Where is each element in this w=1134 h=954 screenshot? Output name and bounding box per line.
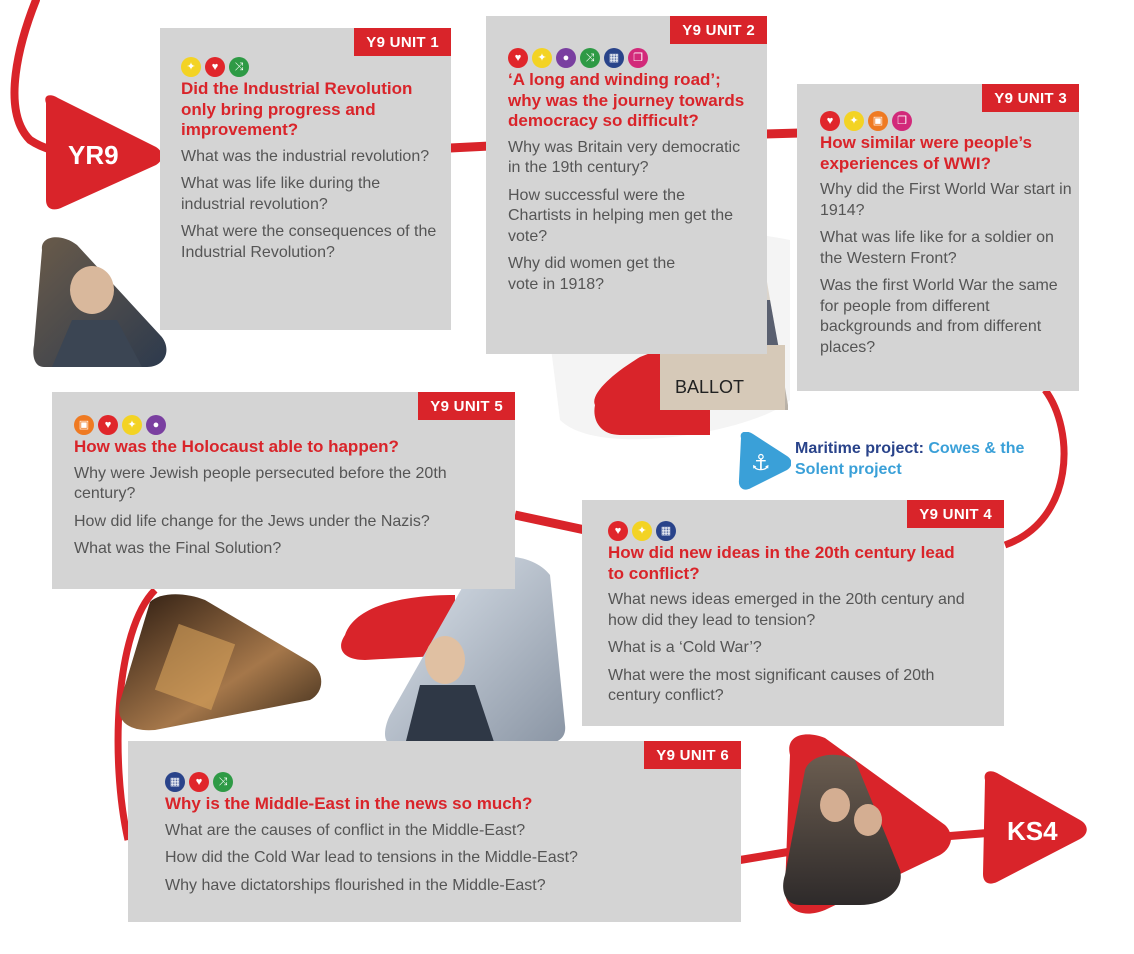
unit-question: Why did women get the vote in 1918? xyxy=(508,255,676,293)
unit-tag: Y9 UNIT 3 xyxy=(982,84,1079,112)
unit-question: What news ideas emerged in the 20th century and how did they lead to tension? xyxy=(608,591,965,629)
unit-tag: Y9 UNIT 1 xyxy=(354,28,451,56)
unit-tag: Y9 UNIT 5 xyxy=(418,392,515,420)
svg-text:⚓: ⚓ xyxy=(751,451,771,476)
lightbulb-icon: ✦ xyxy=(844,111,864,131)
maritime-label xyxy=(795,438,1045,480)
student-photo-1 xyxy=(32,235,172,375)
unit-card-3 xyxy=(797,84,1079,391)
unit-title: How was the Holocaust able to happen? xyxy=(74,437,399,456)
unit-icons xyxy=(820,111,1075,131)
museum-photo xyxy=(115,592,325,732)
lightbulb-icon: ✦ xyxy=(632,521,652,541)
heart-icon: ♥ xyxy=(508,48,528,68)
unit-icons xyxy=(508,48,748,68)
heart-icon: ♥ xyxy=(820,111,840,131)
briefcase-icon: ▣ xyxy=(868,111,888,131)
unit-icons xyxy=(181,57,446,77)
copy-icon: ❐ xyxy=(892,111,912,131)
heart-icon: ♥ xyxy=(608,521,628,541)
speech-icon: ● xyxy=(556,48,576,68)
unit-question: Was the first World War the same for people from different backgrounds and from different places? xyxy=(820,277,1058,356)
unit-question: What was the industrial revolution? xyxy=(181,147,430,165)
heart-icon: ♥ xyxy=(205,57,225,77)
unit-card-6 xyxy=(128,741,741,922)
unit-icons xyxy=(608,521,988,541)
start-arrow xyxy=(38,95,168,215)
unit-question: What was the Final Solution? xyxy=(74,540,282,557)
calendar-icon: ▦ xyxy=(656,521,676,541)
anchor-icon xyxy=(735,432,791,492)
lightbulb-icon: ✦ xyxy=(122,415,142,435)
calendar-icon: ▦ xyxy=(604,48,624,68)
unit-question: How did life change for the Jews under the Nazis? xyxy=(74,512,430,530)
end-label: KS4 xyxy=(1007,816,1058,846)
unit-question: Why were Jewish people persecuted before the 20th century? xyxy=(74,464,447,502)
heart-icon: ♥ xyxy=(98,415,118,435)
unit-question: What were the most significant causes of 20th century conflict? xyxy=(608,666,935,704)
unit-card-5 xyxy=(52,392,515,589)
maritime-label-part2: Cowes & the Solent project xyxy=(795,440,1025,478)
unit-question: Why did the First World War start in 1914? xyxy=(820,181,1072,219)
unit-card-1 xyxy=(160,28,451,330)
maritime-label-part1: Maritime project: xyxy=(795,440,924,457)
unit-question: How successful were the Chartists in helping men get the vote? xyxy=(508,186,734,245)
ballot-box-label: BALLOT xyxy=(675,377,745,397)
unit-title: How did new ideas in the 20th century lead to conflict? xyxy=(608,543,955,583)
unit-question: What is a ‘Cold War’? xyxy=(608,639,762,656)
unit-title: Did the Industrial Revolution only bring progress and improvement? xyxy=(181,79,413,139)
briefcase-icon: ▣ xyxy=(74,415,94,435)
end-arrow xyxy=(975,770,1095,890)
unit-question: What were the consequences of the Industrial Revolution? xyxy=(181,223,437,261)
speech-icon: ● xyxy=(146,415,166,435)
unit-title: Why is the Middle-East in the news so much? xyxy=(165,794,533,813)
lightbulb-icon: ✦ xyxy=(532,48,552,68)
unit-icons xyxy=(74,415,509,435)
unit-card-4 xyxy=(582,500,1004,726)
unit-question: How did the Cold War lead to tensions in the Middle-East? xyxy=(165,849,578,866)
unit-question: Why have dictatorships flourished in the Middle-East? xyxy=(165,876,546,894)
unit-icons xyxy=(165,772,725,792)
shuffle-icon: ⤨ xyxy=(229,57,249,77)
start-label: YR9 xyxy=(68,140,119,170)
lightbulb-icon: ✦ xyxy=(181,57,201,77)
unit-question: What was life like for a soldier on the Western Front? xyxy=(820,229,1054,267)
shuffle-icon: ⤨ xyxy=(580,48,600,68)
unit-tag: Y9 UNIT 2 xyxy=(670,16,767,44)
students-photo xyxy=(780,730,955,915)
heart-icon: ♥ xyxy=(189,772,209,792)
calendar-icon: ▦ xyxy=(165,772,185,792)
unit-question: Why was Britain very democratic in the 19th century? xyxy=(508,138,741,176)
shuffle-icon: ⤨ xyxy=(213,772,233,792)
unit-title: How similar were people’s experiences of WWI? xyxy=(820,133,1032,173)
copy-icon: ❐ xyxy=(628,48,648,68)
unit-title: ‘A long and winding road’; why was the journey towards democracy so difficult? xyxy=(508,70,745,130)
unit-question: What was life like during the industrial revolution? xyxy=(181,175,381,213)
unit-tag: Y9 UNIT 6 xyxy=(644,741,741,769)
unit-question: What are the causes of conflict in the Middle-East? xyxy=(165,821,526,839)
unit-tag: Y9 UNIT 4 xyxy=(907,500,1004,528)
unit-card-2 xyxy=(486,16,767,354)
